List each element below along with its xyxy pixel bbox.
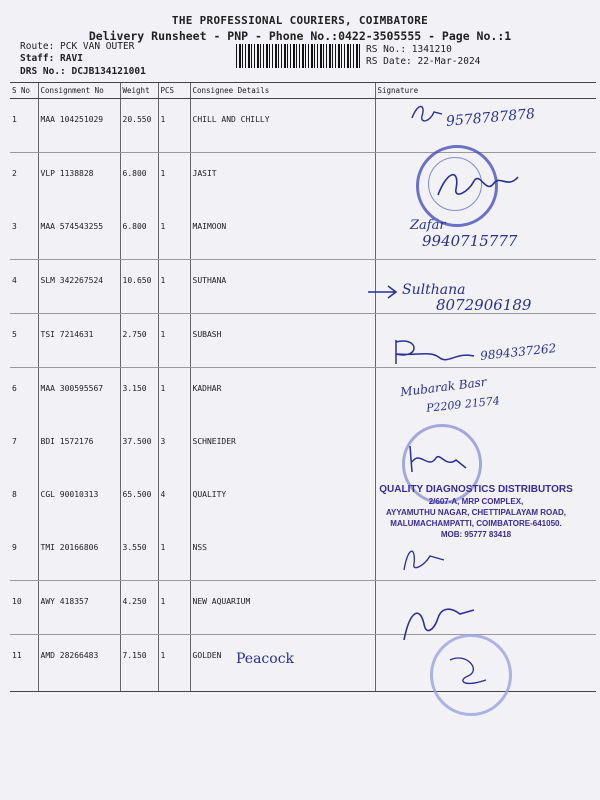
consignee-cell: MAIMOON [190, 206, 375, 260]
weight-cell: 65.500 [120, 474, 158, 527]
col-header-consignment: Consignment No [38, 83, 120, 99]
pcs-cell: 4 [158, 474, 190, 527]
rs-number: RS No.: 1341210 [366, 44, 452, 55]
table-row [10, 581, 596, 635]
sno-cell: 8 [12, 490, 17, 499]
weight-cell: 37.500 [120, 421, 158, 474]
handwritten-name-row6: Mubarak Basr [399, 374, 488, 400]
weight-cell: 4.250 [120, 581, 158, 635]
col-header-consignee: Consignee Details [190, 83, 375, 99]
faded-stamp-row9 [440, 548, 580, 559]
pcs-cell: 1 [158, 527, 190, 581]
weight-cell: 10.650 [120, 260, 158, 314]
sno-cell: 4 [10, 260, 38, 314]
runsheet-title: Delivery Runsheet - PNP - Phone No.:0422-3505555 - Page No.:1 [88, 29, 512, 43]
weight-cell: 2.750 [120, 314, 158, 368]
consignee-cell: GOLDEN [190, 635, 375, 692]
handwritten-note-row11: Peacock [236, 651, 295, 667]
stamp-company-name: QUALITY DIAGNOSTICS DISTRIBUTORS [379, 484, 573, 495]
stamp-address-line2: AYYAMUTHU NAGAR, CHETTIPALAYAM ROAD, [385, 508, 567, 517]
signature-scribble-row1 [408, 100, 448, 130]
consignment-cell: MAA 574543255 [38, 206, 120, 260]
handwritten-phone-row3: 9940715777 [422, 232, 518, 250]
signature-scribble-row7 [404, 442, 474, 476]
sno-cell: 10 [10, 581, 38, 635]
sno-cell: 9 [10, 527, 38, 581]
consignee-cell: SUBASH [190, 314, 375, 368]
stamp-mobile: MOB: 95777 83418 [440, 530, 512, 539]
weight-cell: 3.550 [120, 527, 158, 581]
drs-number: DRS No.: DCJB134121001 [20, 66, 146, 77]
sno-cell: 7 [12, 437, 17, 446]
col-header-weight: Weight [120, 83, 158, 99]
pcs-cell: 1 [158, 635, 190, 692]
weight-cell: 6.800 [120, 153, 158, 207]
consignee-cell: JASIT [190, 153, 375, 207]
quality-diagnostics-stamp [372, 484, 580, 540]
staff-label: Staff: RAVI [20, 53, 83, 64]
pcs-cell: 1 [158, 368, 190, 422]
consignment-cell: MAA 104251029 [38, 99, 120, 153]
pcs-cell: 1 [158, 99, 190, 153]
consignee-cell: SCHNEIDER [190, 421, 375, 474]
sno-cell: 3 [10, 206, 38, 260]
handwritten-number-row6: P2209 21574 [425, 394, 501, 415]
signature-scribble-row2 [434, 165, 524, 205]
handwritten-phone-row4: 8072906189 [436, 296, 532, 314]
weight-cell: 7.150 [120, 635, 158, 692]
handwritten-name-row3: Zafar [410, 218, 446, 233]
table-row [10, 368, 596, 422]
pcs-cell: 1 [158, 314, 190, 368]
pcs-cell: 3 [158, 421, 190, 474]
weight-cell: 3.150 [120, 368, 158, 422]
barcode [236, 44, 360, 68]
consignment-cell: TMI 20166806 [38, 527, 120, 581]
pcs-cell: 1 [158, 581, 190, 635]
consignment-cell: BDI 1572176 [38, 421, 120, 474]
company-name: THE PROFESSIONAL COURIERS, COIMBATORE [171, 14, 429, 27]
handwritten-name-row4: Sulthana [402, 282, 466, 298]
sno-cell: 6 [12, 384, 17, 393]
arrow-icon [366, 282, 402, 302]
signature-scribble-row5 [390, 334, 480, 368]
sno-cell: 2 [12, 169, 17, 178]
consignment-cell: AWY 418357 [38, 581, 120, 635]
weight-cell: 20.550 [120, 99, 158, 153]
pcs-cell: 1 [158, 206, 190, 260]
consignee-cell: NEW AQUARIUM [190, 581, 375, 635]
consignment-cell: TSI 7214631 [38, 314, 120, 368]
pcs-cell: 1 [158, 260, 190, 314]
signature-scribble-row11 [446, 650, 492, 690]
col-header-sno: S No [10, 83, 38, 99]
table-header-row [10, 83, 596, 99]
consignee-cell: SUTHANA [190, 260, 375, 314]
handwritten-phone-row5: 9894337262 [479, 341, 557, 363]
consignee-cell: CHILL AND CHILLY [190, 99, 375, 153]
consignment-cell: CGL 90010313 [38, 474, 120, 527]
handwritten-phone-row1: 9578787878 [445, 106, 536, 130]
sno-cell: 1 [10, 99, 38, 153]
stamp-address-line3: MALUMACHAMPATTI, COIMBATORE-641050. [390, 519, 562, 528]
table-row [10, 421, 596, 474]
consignee-cell: KADHAR [190, 368, 375, 422]
stamp-address-line1: 2/607-A, MRP COMPLEX, [428, 497, 524, 506]
weight-cell: 6.800 [120, 206, 158, 260]
consignment-cell: SLM 342267524 [38, 260, 120, 314]
sno-cell: 5 [10, 314, 38, 368]
consignment-cell: VLP 1138828 [38, 153, 120, 207]
route-label: Route: PCK VAN OUTER [20, 41, 135, 52]
consignment-cell: AMD 28266483 [38, 635, 120, 692]
col-header-signature: Signature [375, 83, 596, 99]
consignee-cell: QUALITY [190, 474, 375, 527]
col-header-pcs: PCS [158, 83, 190, 99]
pcs-cell: 1 [158, 153, 190, 207]
sno-cell: 11 [10, 635, 38, 692]
consignee-cell: NSS [190, 527, 375, 581]
table-row [10, 99, 596, 153]
consignment-cell: MAA 300595567 [38, 368, 120, 422]
signature-scribble-row9 [400, 542, 450, 576]
rs-date: RS Date: 22-Mar-2024 [366, 56, 481, 67]
